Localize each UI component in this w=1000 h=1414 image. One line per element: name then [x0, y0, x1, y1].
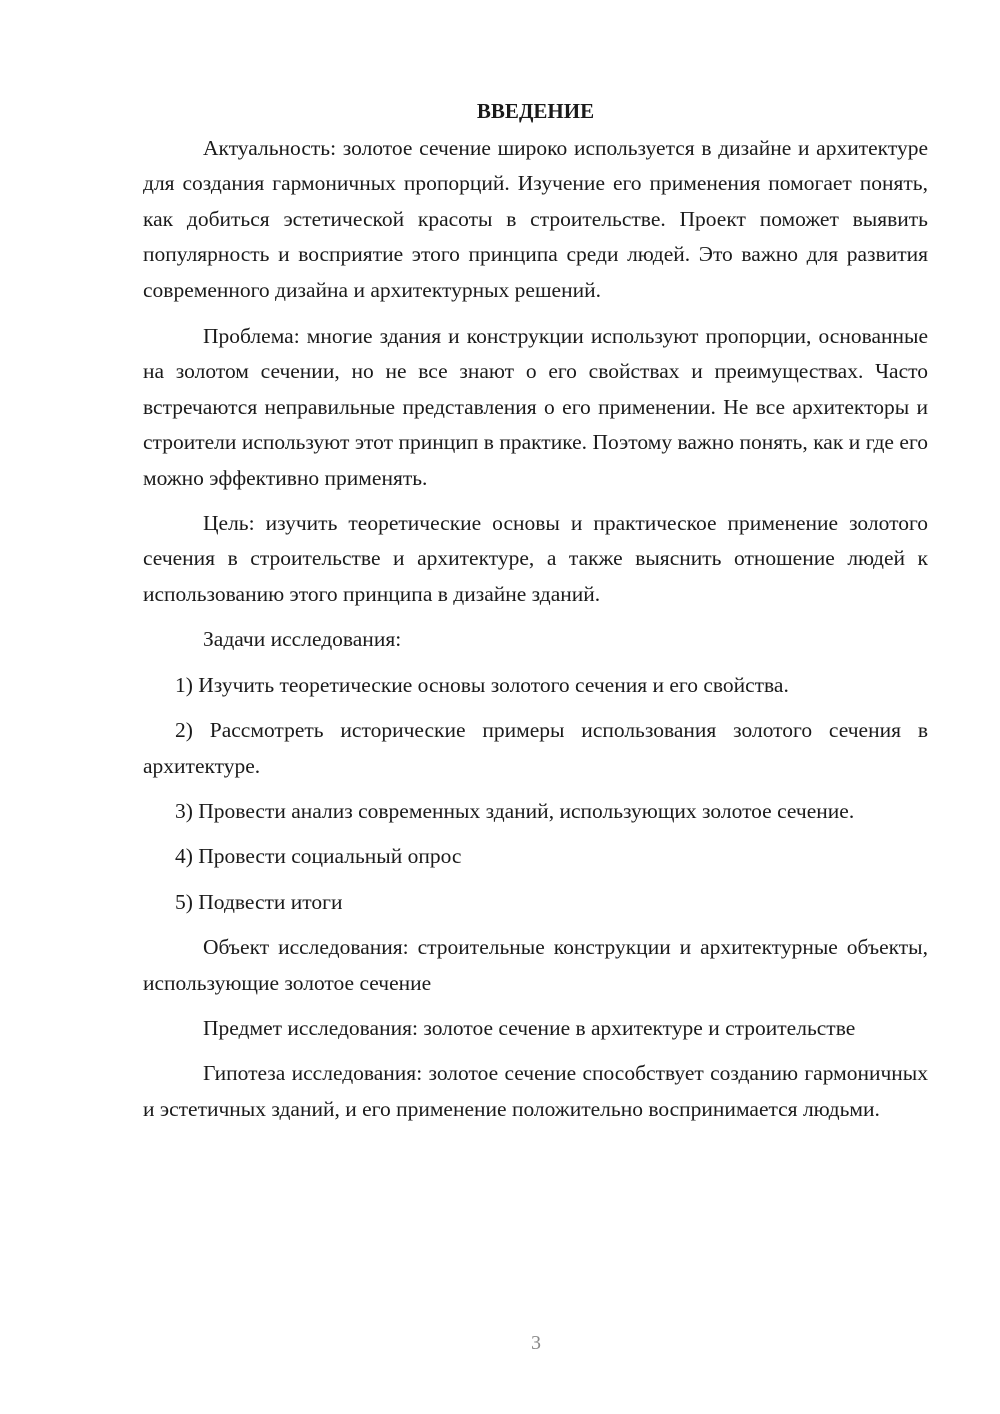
tasks-heading: Задачи исследования: — [203, 627, 402, 652]
subject-paragraph: Предмет исследования: золотое сечение в архитектуре и строительстве — [203, 1015, 856, 1040]
object-paragraph: Объект исследования: строительные конструкции и архитектурные объекты, использующие золотое сечение — [143, 935, 928, 995]
relevance-paragraph: Актуальность: золотое сечение широко используется в дизайне и архитектуре для создания гармоничных пропорций. Изучение его применения помогает понять, как добиться эстетической красоты в строительстве. Проект поможет выявить популярность и восприятие этого принципа среди людей. Это важно для развития современного дизайна и архитектурных решений. — [143, 136, 928, 302]
tasks-list — [143, 668, 928, 920]
section-title: ВВЕДЕНИЕ — [476, 99, 595, 123]
goal-paragraph: Цель: изучить теоретические основы и практическое применение золотого сечения в строительстве и архитектуре, а также выяснить отношение людей к использованию этого принципа в дизайне зданий. — [143, 511, 928, 606]
list-item: 4) Провести социальный опрос — [175, 844, 462, 869]
hypothesis-paragraph: Гипотеза исследования: золотое сечение способствует созданию гармоничных и эстетичных зданий, и его применение положительно воспринимается людьми. — [143, 1061, 928, 1121]
list-item: 2) Рассмотреть исторические примеры использования золотого сечения в архитектуре. — [143, 718, 928, 778]
page-number: 3 — [531, 1332, 541, 1354]
list-item: 5) Подвести итоги — [175, 889, 343, 914]
problem-paragraph: Проблема: многие здания и конструкции используют пропорции, основанные на золотом сечении, но не все знают о его свойствах и преимуществах. Часто встречаются неправильные представления о его применении. Не все архитекторы и строители используют этот принцип в практике. Поэтому важно понять, как и где его можно эффективно применять. — [143, 324, 928, 490]
list-item: 3) Провести анализ современных зданий, использующих золотое сечение. — [175, 798, 855, 823]
document-page — [143, 96, 928, 1137]
list-item: 1) Изучить теоретические основы золотого сечения и его свойства. — [175, 672, 789, 697]
